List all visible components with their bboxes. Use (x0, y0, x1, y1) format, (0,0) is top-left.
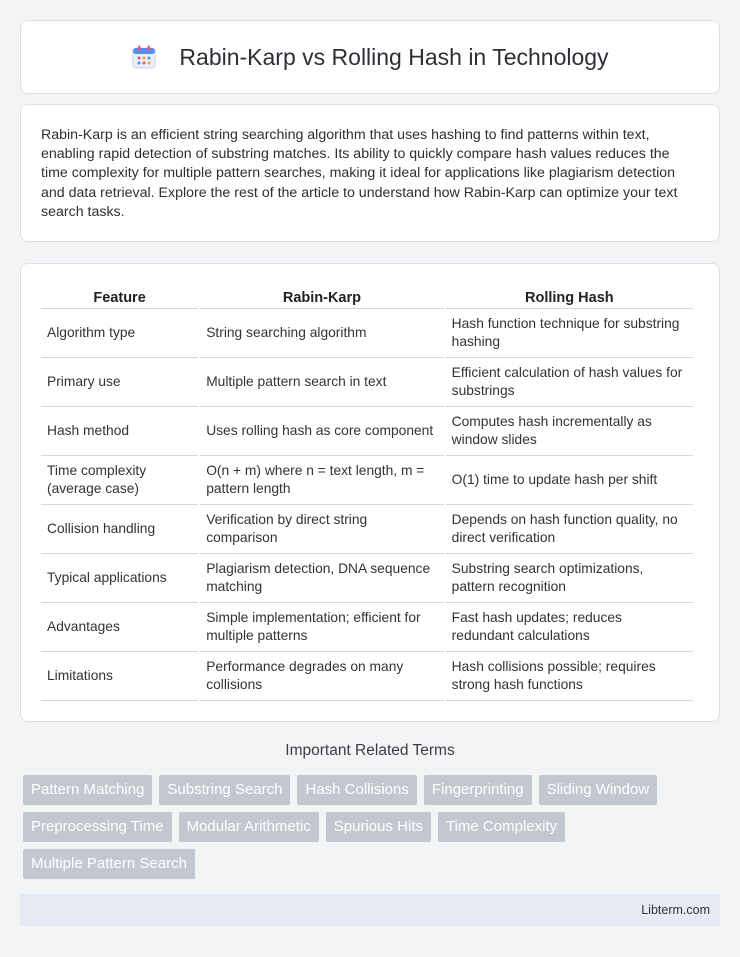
cell-feature: Time complexity (average case) (41, 456, 198, 505)
cell-rabin-karp: Simple implementation; efficient for multiple patterns (200, 603, 443, 652)
related-term-tag[interactable]: Hash Collisions (297, 775, 416, 805)
related-term-tag[interactable]: Modular Arithmetic (179, 812, 319, 842)
footer-site-link[interactable]: Libterm.com (641, 903, 710, 917)
cell-feature: Typical applications (41, 554, 198, 603)
cell-feature: Collision handling (41, 505, 198, 554)
cell-rabin-karp: O(n + m) where n = text length, m = pattern length (200, 456, 443, 505)
intro-text: Rabin-Karp is an efficient string searching algorithm that uses hashing to find patterns within text, enabling rapid detection of substring matches. Its ability to quickly compare hash values reduces the time complexity for multiple pattern searches, making it ideal for applications like plagiarism detection and data retrieval. Explore the rest of the article to understand how Rabin-Karp can optimize your text search tasks. (41, 127, 678, 220)
table-row (41, 309, 693, 358)
cell-rolling-hash: Hash collisions possible; requires strong hash functions (446, 652, 693, 701)
table-header-row (41, 284, 693, 309)
related-terms-title: Important Related Terms (285, 742, 455, 759)
cell-feature: Limitations (41, 652, 198, 701)
header-card (20, 20, 720, 94)
intro-card (20, 104, 720, 242)
column-header-rolling-hash: Rolling Hash (446, 284, 693, 309)
related-terms-list (23, 775, 713, 879)
cell-feature: Primary use (41, 358, 198, 407)
column-header-feature: Feature (41, 284, 198, 309)
cell-feature: Algorithm type (41, 309, 198, 358)
related-term-tag[interactable]: Spurious Hits (326, 812, 431, 842)
cell-rolling-hash: Depends on hash function quality, no direct verification (446, 505, 693, 554)
related-term-tag[interactable]: Pattern Matching (23, 775, 152, 805)
cell-rabin-karp: Performance degrades on many collisions (200, 652, 443, 701)
table-row (41, 554, 693, 603)
cell-rolling-hash: Substring search optimizations, pattern recognition (446, 554, 693, 603)
footer (20, 894, 720, 926)
table-row (41, 456, 693, 505)
related-term-tag[interactable]: Multiple Pattern Search (23, 849, 195, 879)
table-row (41, 603, 693, 652)
related-term-tag[interactable]: Preprocessing Time (23, 812, 172, 842)
cell-rabin-karp: String searching algorithm (200, 309, 443, 358)
calendar-icon (131, 44, 157, 70)
related-term-tag[interactable]: Fingerprinting (424, 775, 532, 805)
cell-feature: Advantages (41, 603, 198, 652)
table-row (41, 652, 693, 701)
related-term-tag[interactable]: Time Complexity (438, 812, 565, 842)
cell-rolling-hash: O(1) time to update hash per shift (446, 456, 693, 505)
comparison-table (39, 284, 695, 701)
comparison-card (20, 263, 720, 722)
cell-rabin-karp: Multiple pattern search in text (200, 358, 443, 407)
column-header-rabin-karp: Rabin-Karp (200, 284, 443, 309)
cell-rolling-hash: Computes hash incrementally as window slides (446, 407, 693, 456)
cell-rabin-karp: Verification by direct string comparison (200, 505, 443, 554)
cell-rabin-karp: Plagiarism detection, DNA sequence matching (200, 554, 443, 603)
table-row (41, 358, 693, 407)
cell-feature: Hash method (41, 407, 198, 456)
cell-rolling-hash: Hash function technique for substring hashing (446, 309, 693, 358)
cell-rolling-hash: Efficient calculation of hash values for substrings (446, 358, 693, 407)
related-term-tag[interactable]: Sliding Window (539, 775, 658, 805)
cell-rabin-karp: Uses rolling hash as core component (200, 407, 443, 456)
cell-rolling-hash: Fast hash updates; reduces redundant calculations (446, 603, 693, 652)
page-title: Rabin-Karp vs Rolling Hash in Technology (179, 43, 609, 70)
table-row (41, 407, 693, 456)
table-row (41, 505, 693, 554)
related-term-tag[interactable]: Substring Search (159, 775, 290, 805)
